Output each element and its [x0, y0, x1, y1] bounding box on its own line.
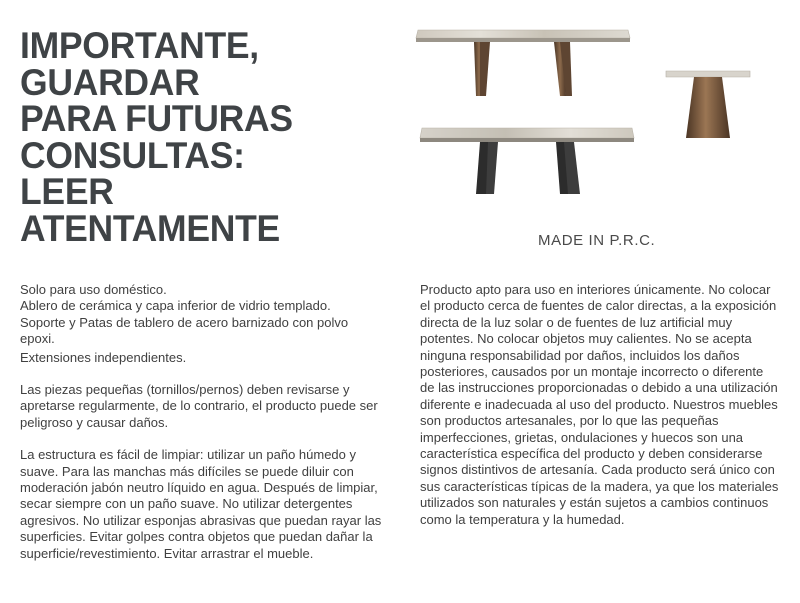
headline-line: PARA FUTURAS [20, 98, 293, 139]
extended-table-image [414, 24, 632, 100]
safety-note: Producto apto para uso en interiores únicamente. No colocar el producto cerca de fuentes de calor directas, a la exposición directa de la luz solar o de fuentes de luz artificial muy potentes. No colocar objetos muy calientes. No se acepta ninguna responsabilidad por daños, incluidos los daños posteriores, causados por un montaje incorrecto o diferente de las instrucciones proporcionadas o debido a una utilización diferente e inadecuada al uso del producto. Nuestros muebles son productos artesanales, por lo que las pequeñas imperfecciones, grietas, ondulaciones y huecos son una característica específica del producto y deben considerarse signos distintivos de artesanía. Cada producto será único con sus características típicas de la madera, ya que los materiales utilizados son naturales y están sujetos a cambios continuos como la temperatura y la humedad. [420, 282, 779, 527]
headline-line: LEER [20, 171, 114, 212]
headline-line: IMPORTANTE, [20, 25, 259, 66]
left-column [20, 282, 385, 562]
right-column [420, 282, 780, 528]
headline-line: CONSULTAS: [20, 134, 245, 176]
maintenance-note: Las piezas pequeñas (tornillos/pernos) deben revisarse y apretarse regularmente, de lo contrario, el producto puede ser peligroso y causar daños. [20, 382, 378, 430]
headline-line: GUARDAR [20, 61, 200, 103]
side-table-image [664, 68, 752, 140]
headline-line: ATENTAMENTE [20, 207, 280, 249]
dining-table-image [418, 124, 636, 198]
cleaning-note: La estructura es fácil de limpiar: utilizar un paño húmedo y suave. Para las manchas más difíciles se puede diluir con moderación jabón neutro líquido en agua. Después de limpiar, secar siempre con un paño suave. No utilizar detergentes agresivos. No utilizar esponjas abrasivas que puedan rayar las superficies. Evitar golpes contra objetos que puedan dañar la superficie/revestimiento. Evitar arrastrar el mueble. [20, 447, 382, 561]
usage-note: Solo para uso doméstico. [20, 282, 167, 297]
extensions-note: Extensiones independientes. [20, 349, 187, 365]
structure-note: Soporte y Patas de tablero de acero barnizado con polvo epoxi. [20, 314, 349, 347]
material-note: Ablero de cerámica y capa inferior de vidrio templado. [20, 298, 331, 314]
headline [20, 25, 293, 249]
made-in-label: MADE IN P.R.C. [538, 232, 656, 249]
